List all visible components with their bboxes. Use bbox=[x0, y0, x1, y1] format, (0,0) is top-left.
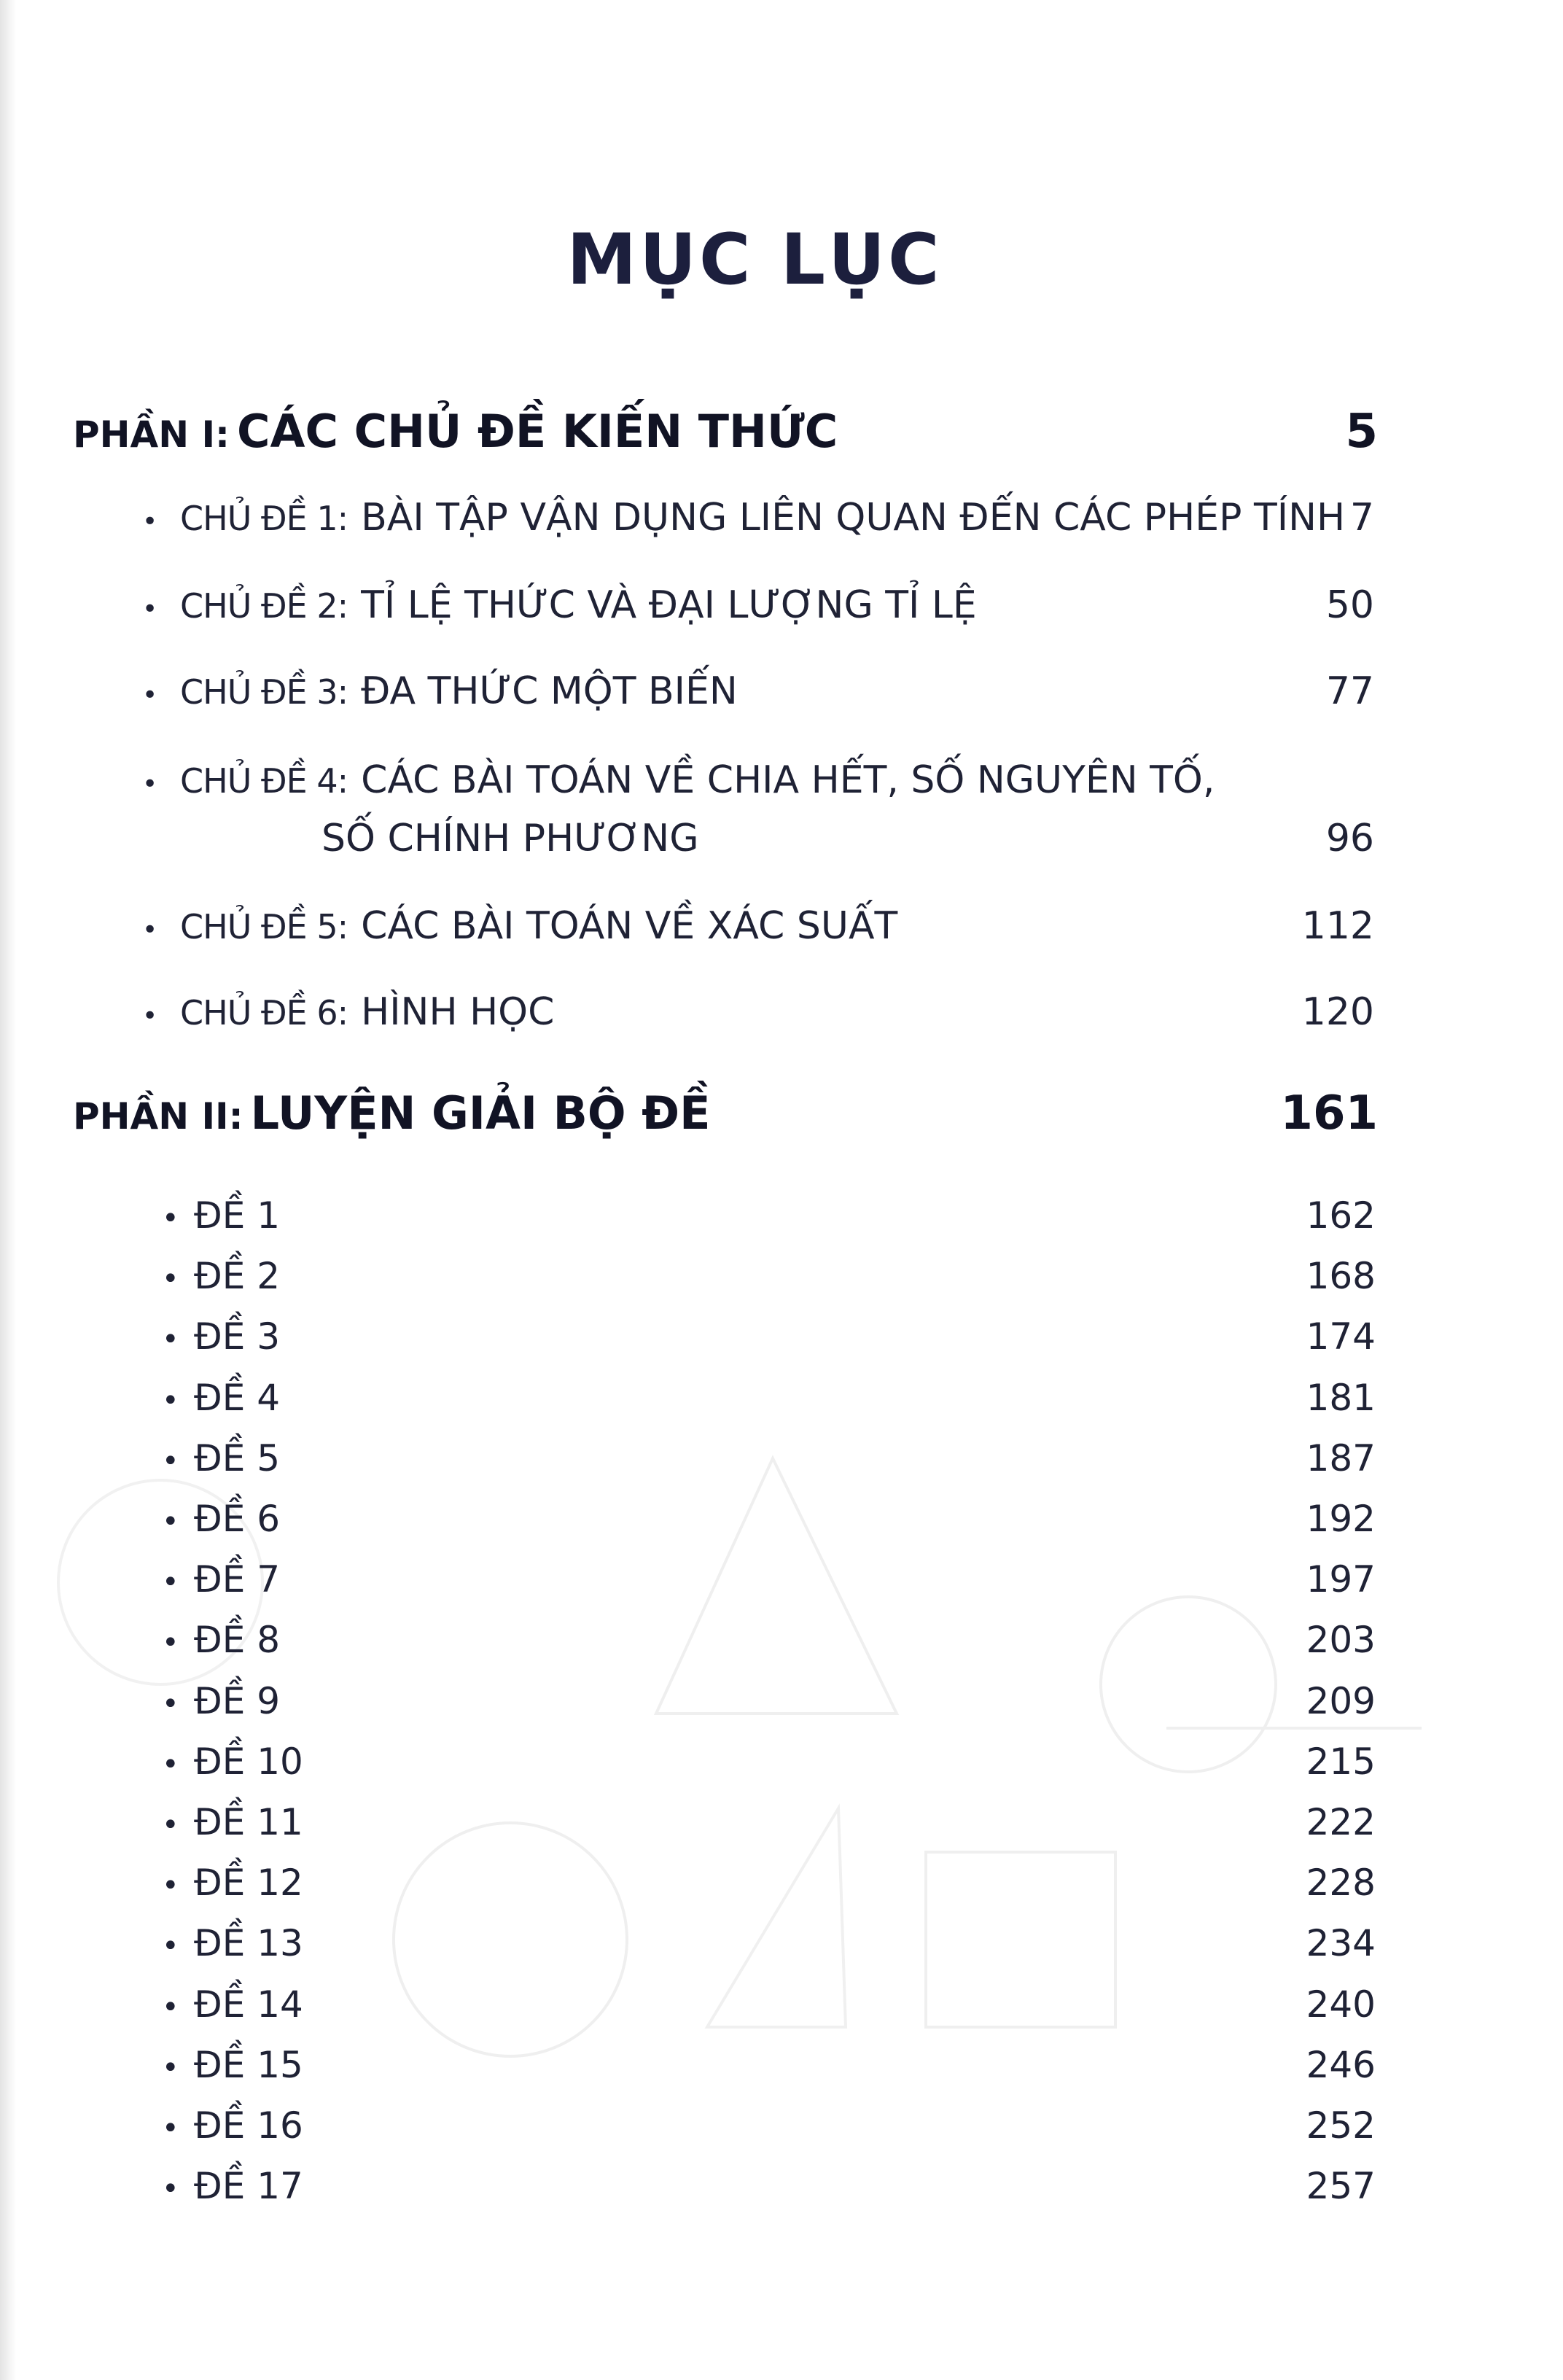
page-title: MỤC LỤC bbox=[566, 219, 943, 300]
exam-page-number: 257 bbox=[1306, 2165, 1376, 2207]
bullet-icon: • bbox=[162, 1323, 179, 1356]
exam-page-number: 209 bbox=[1306, 1680, 1376, 1722]
toc-entry-topic-1 bbox=[142, 496, 1374, 540]
part-label: PHẦN I: bbox=[73, 413, 230, 456]
toc-entry-exam bbox=[162, 1862, 1376, 1904]
exam-label: ĐỀ 4 bbox=[194, 1377, 281, 1419]
bullet-icon: • bbox=[142, 915, 158, 945]
part-page-number: 161 bbox=[1280, 1086, 1378, 1140]
toc-entry-topic-2 bbox=[142, 583, 1374, 627]
topic-label: CHỦ ĐỀ 3: bbox=[180, 672, 348, 712]
topic-title-continuation: SỐ CHÍNH PHƯƠNG bbox=[321, 817, 699, 860]
exam-page-number: 168 bbox=[1306, 1255, 1376, 1297]
toc-entry-exam bbox=[162, 1922, 1376, 1964]
toc-entry-exam bbox=[162, 2104, 1376, 2147]
exam-page-number: 174 bbox=[1306, 1315, 1376, 1358]
toc-entry-exam bbox=[162, 1255, 1376, 1297]
exam-page-number: 192 bbox=[1306, 1498, 1376, 1540]
bullet-icon: • bbox=[162, 2051, 179, 2085]
toc-entry-exam bbox=[162, 1680, 1376, 1722]
exam-label: ĐỀ 16 bbox=[194, 2104, 303, 2147]
exam-page-number: 234 bbox=[1306, 1922, 1376, 1964]
topic-label: CHỦ ĐỀ 5: bbox=[180, 907, 348, 946]
topic-page-number: 7 bbox=[1349, 496, 1374, 540]
topic-title: HÌNH HỌC bbox=[361, 990, 555, 1034]
bullet-icon: • bbox=[142, 769, 158, 799]
exam-page-number: 240 bbox=[1306, 1983, 1376, 2026]
exam-label: ĐỀ 15 bbox=[194, 2044, 303, 2086]
bullet-icon: • bbox=[162, 1384, 179, 1418]
exam-page-number: 228 bbox=[1306, 1862, 1376, 1904]
bullet-icon: • bbox=[162, 1929, 179, 1963]
bullet-icon: • bbox=[142, 507, 158, 537]
exam-page-number: 181 bbox=[1306, 1377, 1376, 1419]
topic-label: CHỦ ĐỀ 4: bbox=[180, 761, 348, 801]
exam-label: ĐỀ 8 bbox=[194, 1619, 281, 1661]
toc-entry-exam bbox=[162, 1983, 1376, 2026]
exam-label: ĐỀ 17 bbox=[194, 2165, 303, 2207]
exam-label: ĐỀ 14 bbox=[194, 1983, 303, 2026]
toc-entry-exam bbox=[162, 1377, 1376, 1419]
topic-title: TỈ LỆ THỨC VÀ ĐẠI LƯỢNG TỈ LỆ bbox=[361, 583, 977, 627]
exam-page-number: 252 bbox=[1306, 2104, 1376, 2147]
part-name: LUYỆN GIẢI BỘ ĐỀ bbox=[250, 1086, 711, 1140]
bullet-icon: • bbox=[162, 2172, 179, 2206]
toc-entry-exam bbox=[162, 1741, 1376, 1783]
toc-entry-topic-6 bbox=[142, 990, 1374, 1034]
part-1-heading bbox=[73, 405, 1378, 470]
topic-label: CHỦ ĐỀ 2: bbox=[180, 586, 348, 626]
exam-label: ĐỀ 13 bbox=[194, 1922, 303, 1964]
bullet-icon: • bbox=[162, 2112, 179, 2145]
bullet-icon: • bbox=[142, 680, 158, 710]
toc-entry-exam bbox=[162, 1194, 1376, 1237]
exam-label: ĐỀ 6 bbox=[194, 1498, 281, 1540]
topic-label: CHỦ ĐỀ 6: bbox=[180, 993, 348, 1032]
toc-entry-exam bbox=[162, 1619, 1376, 1661]
toc-entry-exam bbox=[162, 2044, 1376, 2086]
toc-entry-exam bbox=[162, 1315, 1376, 1358]
toc-entry-topic-3 bbox=[142, 669, 1374, 713]
bullet-icon: • bbox=[162, 1626, 179, 1660]
exam-page-number: 187 bbox=[1306, 1437, 1376, 1479]
topic-title: CÁC BÀI TOÁN VỀ XÁC SUẤT bbox=[361, 904, 898, 948]
bullet-icon: • bbox=[162, 1202, 179, 1235]
toc-entry-exam bbox=[162, 2165, 1376, 2207]
bullet-icon: • bbox=[162, 1444, 179, 1478]
exam-label: ĐỀ 11 bbox=[194, 1801, 303, 1843]
toc-entry-exam bbox=[162, 1437, 1376, 1479]
topic-title: BÀI TẬP VẬN DỤNG LIÊN QUAN ĐẾN CÁC PHÉP TÍNH bbox=[361, 496, 1346, 540]
part-page-number: 5 bbox=[1345, 405, 1378, 459]
bullet-icon: • bbox=[162, 1566, 179, 1599]
toc-entry-exam bbox=[162, 1498, 1376, 1540]
exam-page-number: 197 bbox=[1306, 1558, 1376, 1601]
exam-label: ĐỀ 3 bbox=[194, 1315, 281, 1358]
topic-title: CÁC BÀI TOÁN VỀ CHIA HẾT, SỐ NGUYÊN TỐ, bbox=[361, 758, 1215, 802]
exam-page-number: 222 bbox=[1306, 1801, 1376, 1843]
bullet-icon: • bbox=[162, 1505, 179, 1539]
bullet-icon: • bbox=[142, 594, 158, 624]
part-label: PHẦN II: bbox=[73, 1095, 243, 1138]
exam-label: ĐỀ 1 bbox=[194, 1194, 281, 1237]
exam-page-number: 203 bbox=[1306, 1619, 1376, 1661]
part-2-heading bbox=[73, 1086, 1378, 1152]
topic-page-number: 120 bbox=[1301, 990, 1374, 1034]
exam-label: ĐỀ 9 bbox=[194, 1680, 281, 1722]
bullet-icon: • bbox=[162, 1991, 179, 2024]
part-name: CÁC CHỦ ĐỀ KIẾN THỨC bbox=[237, 405, 838, 458]
bullet-icon: • bbox=[162, 1748, 179, 1781]
exam-page-number: 162 bbox=[1306, 1194, 1376, 1237]
exam-label: ĐỀ 2 bbox=[194, 1255, 281, 1297]
exam-page-number: 246 bbox=[1306, 2044, 1376, 2086]
bullet-icon: • bbox=[162, 1869, 179, 1902]
toc-entry-exam bbox=[162, 1558, 1376, 1601]
topic-page-number: 50 bbox=[1325, 583, 1374, 627]
bullet-icon: • bbox=[162, 1262, 179, 1296]
exam-label: ĐỀ 10 bbox=[194, 1741, 303, 1783]
bullet-icon: • bbox=[142, 1001, 158, 1031]
toc-entry-topic-5 bbox=[142, 904, 1374, 948]
bullet-icon: • bbox=[162, 1687, 179, 1721]
topic-label: CHỦ ĐỀ 1: bbox=[180, 499, 348, 538]
topic-page-number: 77 bbox=[1325, 669, 1374, 713]
topic-page-number: 96 bbox=[1325, 817, 1374, 860]
topic-title: ĐA THỨC MỘT BIẾN bbox=[361, 669, 738, 713]
topic-page-number: 112 bbox=[1301, 904, 1374, 948]
exam-label: ĐỀ 5 bbox=[194, 1437, 281, 1479]
exam-page-number: 215 bbox=[1306, 1741, 1376, 1783]
bullet-icon: • bbox=[162, 1808, 179, 1842]
exam-label: ĐỀ 7 bbox=[194, 1558, 281, 1601]
toc-entry-topic-4 bbox=[142, 758, 1374, 802]
toc-entry-exam bbox=[162, 1801, 1376, 1843]
exam-label: ĐỀ 12 bbox=[194, 1862, 303, 1904]
